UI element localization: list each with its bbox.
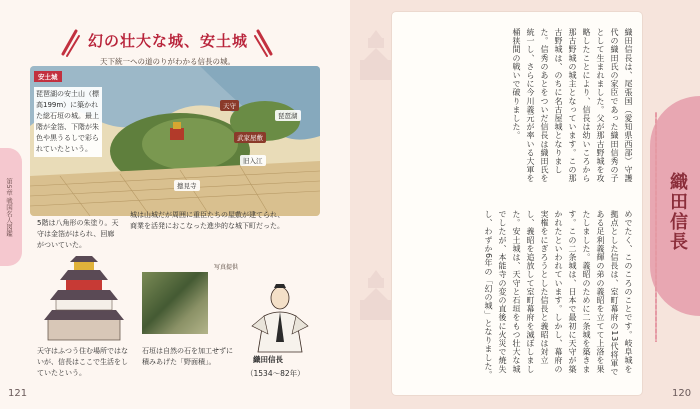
castle-tower-illustration xyxy=(40,254,128,342)
map-label-bukeyashiki: 武家屋敷 xyxy=(234,132,266,143)
stone-wall-caption: 石垣は自然の石を加工せずに積みあげた「野面積」。 xyxy=(142,347,233,366)
portrait-years: （1534～82年） xyxy=(246,369,305,378)
brush-decoration-icon xyxy=(252,28,274,58)
page-number-right: 120 xyxy=(672,388,692,399)
nobunaga-portrait xyxy=(250,282,310,354)
brush-decoration-icon xyxy=(60,28,82,58)
map-label-tenshu: 天守 xyxy=(220,100,239,111)
page-title: 幻の壮大な城、安土城 xyxy=(88,32,249,50)
stone-wall-photo xyxy=(142,272,208,334)
figure-tag: 安土城 xyxy=(34,71,62,82)
castle-silhouette-icon xyxy=(356,260,396,320)
chapter-side-tab-text: 第5章 戦国名人図鑑 xyxy=(5,178,13,237)
name-tab-text: 織田信長 xyxy=(667,172,688,252)
page-number-left: 121 xyxy=(8,388,28,399)
body-text-lower: めでたく、このころのことです。岐阜城を拠点とした信長は、室町幕府の13代将軍である足利義輝の弟の義昭を立てて上洛を果たしました。義昭のために二条城を築きます。この二条城は、日本で最初に天守が築かれたといわれています。しかし、幕府の実権をにぎろうとした信長と義昭は対立し、義昭を追放して室町幕府を滅ぼしました。安土城は、天守と石垣をもつ壮大な城でしたが、本能寺の変の直後に火災で焼失し、わずか6年の「幻の城」となりました。 xyxy=(484,210,633,380)
body-text-upper: 織田信長は、尾張国（愛知県西部）守護代の織田氏の家臣であった織田信秀の子として生まれました。父が那古野城を攻略したことにより、信長は幼いころから那古野城の城主となっています。この那古野城は、のちに名古屋城となりました。信秀のあとをついだ信長は織田氏を統一し、さらに今川義元が率いる大軍を桶狭間の戦いで破りました。 xyxy=(512,28,633,183)
map-label-old-inlet: 旧入江 xyxy=(240,155,266,166)
tenshu-caption: 天守はふつう住む場所ではないが、信長はここで生活をしていたという。 xyxy=(37,347,128,377)
photo-credit: 写真提供 xyxy=(214,264,239,271)
tower-caption: 5階は八角形の朱塗り。天守は金箔がはられ、回廊がついていた。 xyxy=(37,219,119,249)
map-label-sokenji: 摠見寺 xyxy=(174,180,200,191)
figure-description: 琵琶湖の安土山（標高199m）に築かれた総石垣の城。最上階が金箔、下階が朱色や黒うるしで彩られていたという。 xyxy=(34,87,102,157)
portrait-name: 織田信長 xyxy=(253,355,283,364)
page-subtitle: 天下統一への道のりがわかる信長の城。 xyxy=(100,57,235,66)
map-label-biwako: 琵琶湖 xyxy=(275,110,301,121)
town-caption: 城は山城だが周囲に重臣たちの屋敷が建てられ、商業を活発におこなった進歩的な城下町だった。 xyxy=(130,211,285,230)
dotted-divider xyxy=(655,112,657,342)
castle-silhouette-icon xyxy=(356,20,396,80)
